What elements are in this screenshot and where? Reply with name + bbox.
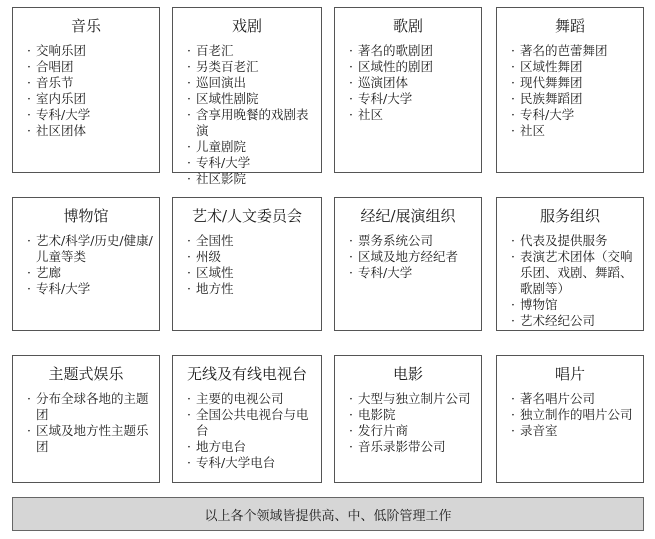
list-item: · 著名的歌剧团 — [349, 43, 475, 59]
list-item: · 交响乐团 — [27, 43, 153, 59]
list-item: · 专科/大学电台 — [187, 455, 315, 471]
list-item: · 州级 — [187, 249, 315, 265]
list-item: · 区域及地方性主题乐团 — [27, 423, 153, 455]
list-item: · 博物馆 — [511, 297, 637, 313]
list-item: · 音乐录影带公司 — [349, 439, 475, 455]
list-item: · 音乐节 — [27, 75, 153, 91]
box-title: 经纪/展演组织 — [360, 207, 456, 225]
list-item: · 区域性的剧团 — [349, 59, 475, 75]
list-item: · 区域性舞团 — [511, 59, 637, 75]
box-item-list — [13, 233, 159, 297]
box-item-list — [335, 233, 481, 281]
box-item-list — [335, 43, 481, 123]
list-item: · 代表及提供服务 — [511, 233, 637, 249]
list-item: · 社区团体 — [27, 123, 153, 139]
list-item: · 著名的芭蕾舞团 — [511, 43, 637, 59]
list-item: · 社区 — [511, 123, 637, 139]
list-item: · 录音室 — [511, 423, 637, 439]
box-title: 服务组织 — [539, 207, 600, 225]
box-title: 艺术/人文委员会 — [191, 207, 303, 225]
box-museum — [12, 197, 160, 331]
list-item: · 发行片商 — [349, 423, 475, 439]
list-item: · 独立制作的唱片公司 — [511, 407, 637, 423]
box-records — [496, 355, 644, 483]
box-item-list — [173, 391, 321, 471]
box-item-list — [335, 391, 481, 455]
box-dance — [496, 7, 644, 173]
list-item: · 地方电台 — [187, 439, 315, 455]
list-item: · 百老汇 — [187, 43, 315, 59]
list-item: · 巡回演出 — [187, 75, 315, 91]
list-item: · 社区影院 — [187, 171, 315, 187]
list-item: · 专科/大学 — [27, 281, 153, 297]
list-item: · 艺术/科学/历史/健康/儿童等类 — [27, 233, 153, 265]
list-item: · 专科/大学 — [27, 107, 153, 123]
box-item-list — [13, 391, 159, 455]
list-item: · 区域性 — [187, 265, 315, 281]
list-item: · 主要的电视公司 — [187, 391, 315, 407]
box-film — [334, 355, 482, 483]
box-service-org — [496, 197, 644, 331]
box-title: 电影 — [392, 365, 423, 383]
box-booking-org — [334, 197, 482, 331]
list-item: · 专科/大学 — [511, 107, 637, 123]
list-item: · 艺廊 — [27, 265, 153, 281]
list-item: · 全国性 — [187, 233, 315, 249]
list-item: · 合唱团 — [27, 59, 153, 75]
box-title: 主题式娱乐 — [48, 365, 124, 383]
list-item: · 现代舞舞团 — [511, 75, 637, 91]
box-item-list — [497, 43, 643, 139]
list-item: · 地方性 — [187, 281, 315, 297]
list-item: · 含享用晚餐的戏剧表演 — [187, 107, 315, 139]
list-item: · 艺术经纪公司 — [511, 313, 637, 329]
box-title: 音乐 — [70, 17, 101, 35]
box-tv-radio — [172, 355, 322, 483]
list-item: · 区域及地方经纪者 — [349, 249, 475, 265]
list-item: · 分布全球各地的主题团 — [27, 391, 153, 423]
box-opera — [334, 7, 482, 173]
list-item: · 室内乐团 — [27, 91, 153, 107]
list-item: · 区域性剧院 — [187, 91, 315, 107]
box-music — [12, 7, 160, 173]
box-title: 唱片 — [554, 365, 585, 383]
box-title: 舞蹈 — [554, 17, 585, 35]
list-item: · 全国公共电视台与电台 — [187, 407, 315, 439]
list-item: · 专科/大学 — [187, 155, 315, 171]
box-drama — [172, 7, 322, 186]
list-item: · 电影院 — [349, 407, 475, 423]
list-item: · 另类百老汇 — [187, 59, 315, 75]
box-title: 无线及有线电视台 — [186, 365, 307, 383]
list-item: · 巡演团体 — [349, 75, 475, 91]
box-title: 戏剧 — [231, 17, 262, 35]
box-theme-entertainment — [12, 355, 160, 483]
box-title: 歌剧 — [392, 17, 423, 35]
box-item-list — [173, 233, 321, 297]
box-arts-council — [172, 197, 322, 331]
list-item: · 专科/大学 — [349, 265, 475, 281]
list-item: · 著名唱片公司 — [511, 391, 637, 407]
box-item-list — [497, 391, 643, 439]
box-item-list — [497, 233, 643, 329]
list-item: · 民族舞蹈团 — [511, 91, 637, 107]
list-item: · 票务系统公司 — [349, 233, 475, 249]
footer-text: 以上各个领域皆提供高、中、低阶管理工作 — [204, 508, 452, 524]
list-item: · 社区 — [349, 107, 475, 123]
list-item: · 专科/大学 — [349, 91, 475, 107]
list-item: · 表演艺术团体（交响乐团、戏剧、舞蹈、歌剧等） — [511, 249, 637, 297]
footer-banner — [12, 497, 644, 531]
list-item: · 儿童剧院 — [187, 139, 315, 155]
box-item-list — [13, 43, 159, 139]
box-title: 博物馆 — [63, 207, 109, 225]
list-item: · 大型与独立制片公司 — [349, 391, 475, 407]
box-item-list — [173, 43, 321, 187]
